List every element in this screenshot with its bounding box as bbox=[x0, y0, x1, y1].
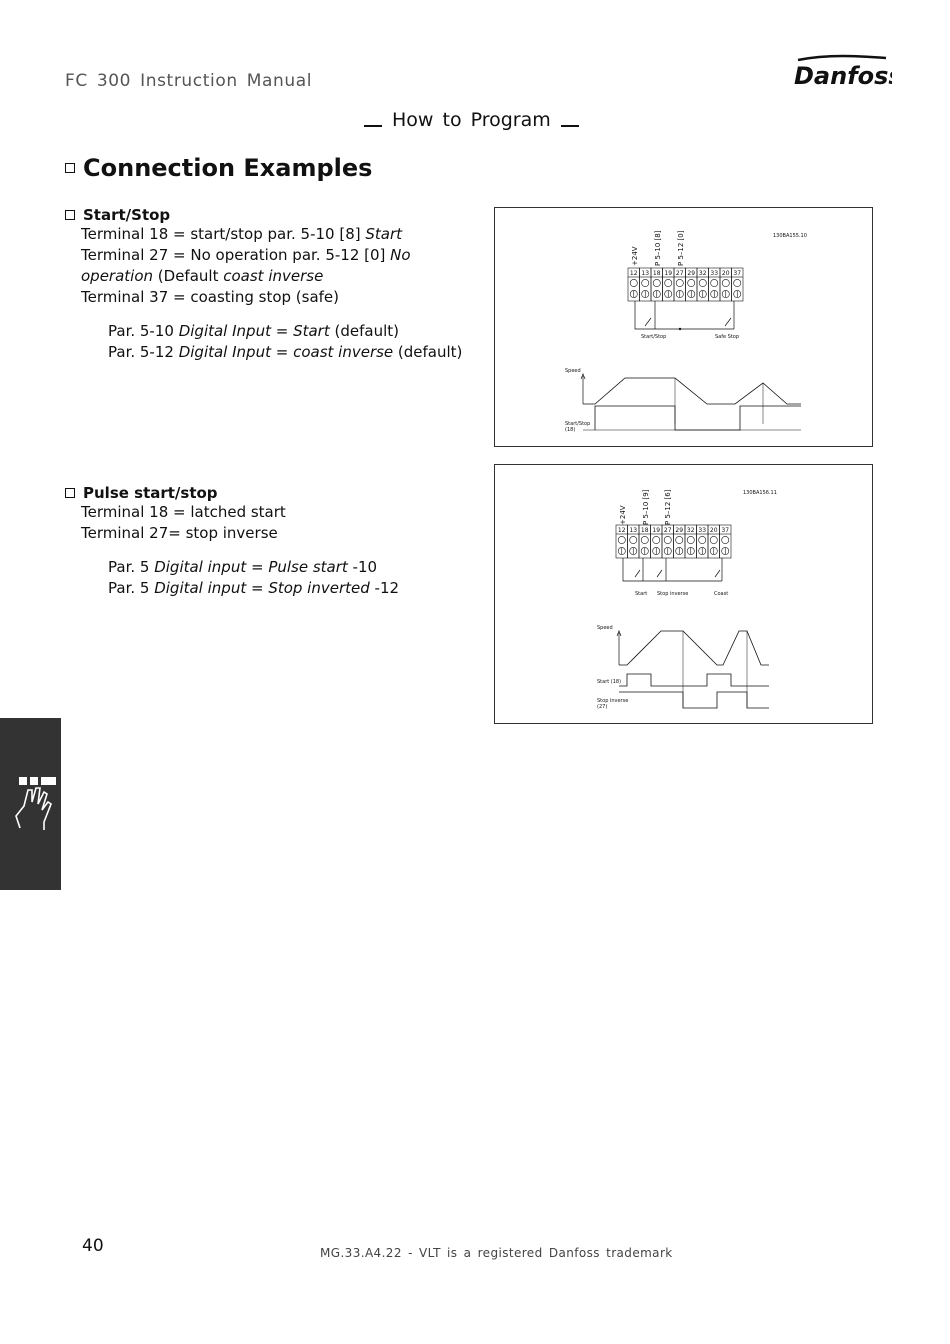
chapter-side-tab bbox=[0, 718, 61, 890]
start-stop-body bbox=[65, 224, 485, 308]
terminal-label: 13 bbox=[629, 527, 638, 534]
terminal-label: 12 bbox=[617, 527, 626, 534]
start-stop-section bbox=[65, 206, 485, 363]
terminal-block bbox=[616, 525, 731, 558]
signal-label-1: Start/Stop bbox=[565, 421, 591, 427]
vlabel-24v: +24V bbox=[619, 505, 627, 525]
terminal-screw-icon bbox=[664, 536, 671, 543]
terminal-label: 33 bbox=[710, 270, 719, 277]
footer-text: MG.33.A4.22 - VLT is a registered Danfoss trademark bbox=[320, 1246, 673, 1260]
pulse-section bbox=[65, 484, 485, 599]
start-stop-param-2: Par. 5-12 Digital Input = coast inverse (default) bbox=[108, 343, 463, 361]
signal-label-stop-2: (27) bbox=[597, 704, 608, 710]
pulse-line-1: Terminal 18 = latched start bbox=[81, 503, 286, 521]
start-stop-line-4: Terminal 37 = coasting stop (safe) bbox=[81, 288, 340, 306]
start-stop-params bbox=[65, 321, 485, 363]
speed-curve bbox=[619, 631, 769, 665]
pulse-param-1: Par. 5 Digital input = Pulse start -10 bbox=[108, 558, 378, 576]
terminal-label: 12 bbox=[629, 270, 638, 277]
switch-start-stop-icon bbox=[645, 318, 651, 326]
terminal-screw-icon bbox=[676, 279, 683, 286]
vlabel-par-512: P 5–12 [6] bbox=[664, 489, 672, 525]
terminal-label: 33 bbox=[698, 527, 707, 534]
terminal-label: 19 bbox=[652, 527, 661, 534]
vlabel-par-510: P 5–10 [9] bbox=[642, 489, 650, 525]
terminal-label: 18 bbox=[652, 270, 661, 277]
danfoss-logo bbox=[788, 52, 892, 96]
vlabel-par-510: P 5–10 [8] bbox=[654, 230, 662, 266]
vlabel-24v: +24V bbox=[631, 246, 639, 266]
start-stop-signal bbox=[595, 406, 801, 430]
terminal-screw-icon bbox=[710, 536, 717, 543]
switch-label-safe-stop: Safe Stop bbox=[715, 334, 740, 340]
terminal-label: 32 bbox=[686, 527, 695, 534]
terminal-label: 18 bbox=[640, 527, 649, 534]
terminal-screw-icon bbox=[722, 536, 729, 543]
switch-label-coast: Coast bbox=[714, 591, 729, 597]
terminal-label: 13 bbox=[641, 270, 650, 277]
header-rule-left bbox=[364, 125, 382, 127]
section-header bbox=[364, 109, 579, 131]
pulse-heading bbox=[65, 484, 485, 502]
stop-signal bbox=[619, 692, 769, 708]
terminal-screw-icon bbox=[722, 279, 729, 286]
terminal-label: 20 bbox=[709, 527, 718, 534]
speed-curve bbox=[583, 378, 801, 404]
pulse-line-2: Terminal 27= stop inverse bbox=[81, 524, 278, 542]
brand-text: Danfoss bbox=[794, 62, 892, 90]
terminal-screw-icon bbox=[676, 536, 683, 543]
checkbox-bullet-icon bbox=[65, 163, 75, 173]
start-stop-line-1: Terminal 18 = start/stop par. 5-10 [8] Start bbox=[81, 225, 403, 243]
terminal-screw-icon bbox=[734, 279, 741, 286]
start-stop-param-1: Par. 5-10 Digital Input = Start (default) bbox=[108, 322, 399, 340]
pulse-params bbox=[65, 557, 485, 599]
terminal-label: 32 bbox=[698, 270, 707, 277]
terminal-screw-icon bbox=[630, 536, 637, 543]
page-number: 40 bbox=[82, 1236, 104, 1256]
switch-label-start-stop: Start/Stop bbox=[641, 334, 667, 340]
start-stop-title: Start/Stop bbox=[83, 206, 171, 224]
switch-start-icon bbox=[635, 570, 640, 577]
terminal-label: 27 bbox=[663, 527, 672, 534]
signal-label-2: (18) bbox=[565, 427, 576, 433]
terminal-label: 19 bbox=[664, 270, 673, 277]
terminal-screw-icon bbox=[688, 279, 695, 286]
terminal-label: 29 bbox=[675, 527, 684, 534]
speed-label: Speed bbox=[565, 368, 581, 374]
switch-label-stop: Stop inverse bbox=[657, 591, 689, 597]
terminal-screw-icon bbox=[665, 279, 672, 286]
terminal-label: 29 bbox=[687, 270, 696, 277]
speed-label: Speed bbox=[597, 625, 613, 631]
terminal-label: 20 bbox=[721, 270, 730, 277]
switch-stop-icon bbox=[657, 570, 662, 577]
checkbox-bullet-icon bbox=[65, 210, 75, 220]
pulse-diagram bbox=[494, 464, 873, 724]
terminal-label: 27 bbox=[675, 270, 684, 277]
vlabel-par-512: P 5–12 [0] bbox=[677, 230, 685, 266]
chapter-title bbox=[65, 154, 372, 182]
switch-coast-icon bbox=[715, 570, 720, 577]
manual-title: FC 300 Instruction Manual bbox=[65, 71, 313, 91]
checkbox-bullet-icon bbox=[65, 488, 75, 498]
hand-keypad-icon bbox=[0, 718, 61, 890]
terminal-screw-icon bbox=[687, 536, 694, 543]
diagram-code: 130BA156.11 bbox=[743, 490, 777, 496]
terminal-label: 37 bbox=[721, 527, 730, 534]
terminal-label: 37 bbox=[733, 270, 742, 277]
signal-label-stop-1: Stop inverse bbox=[597, 698, 629, 704]
start-stop-line-2: Terminal 27 = No operation par. 5-12 [0] No bbox=[81, 246, 411, 264]
terminal-screw-icon bbox=[641, 536, 648, 543]
terminal-screw-icon bbox=[711, 279, 718, 286]
start-signal bbox=[619, 674, 769, 686]
terminal-screw-icon bbox=[630, 279, 637, 286]
pulse-title: Pulse start/stop bbox=[83, 484, 218, 502]
pulse-param-2: Par. 5 Digital input = Stop inverted -12 bbox=[108, 579, 400, 597]
switch-safe-stop-icon bbox=[725, 318, 731, 326]
section-title: How to Program bbox=[392, 109, 551, 131]
terminal-screw-icon bbox=[653, 536, 660, 543]
diagram-code: 130BA155.10 bbox=[773, 233, 807, 239]
terminal-screw-icon bbox=[618, 536, 625, 543]
terminal-screw-icon bbox=[642, 279, 649, 286]
terminal-screw-icon bbox=[699, 279, 706, 286]
start-stop-line-3: operation (Default coast inverse bbox=[81, 267, 324, 285]
start-stop-diagram bbox=[494, 207, 873, 447]
terminal-screw-icon bbox=[699, 536, 706, 543]
header-rule-right bbox=[561, 125, 579, 127]
switch-label-start: Start bbox=[635, 591, 648, 597]
pulse-body bbox=[65, 502, 485, 544]
terminal-block bbox=[628, 268, 743, 301]
signal-label-start: Start (18) bbox=[597, 679, 622, 685]
start-stop-heading bbox=[65, 206, 485, 224]
terminal-screw-icon bbox=[653, 279, 660, 286]
chapter-title-text: Connection Examples bbox=[83, 154, 373, 182]
